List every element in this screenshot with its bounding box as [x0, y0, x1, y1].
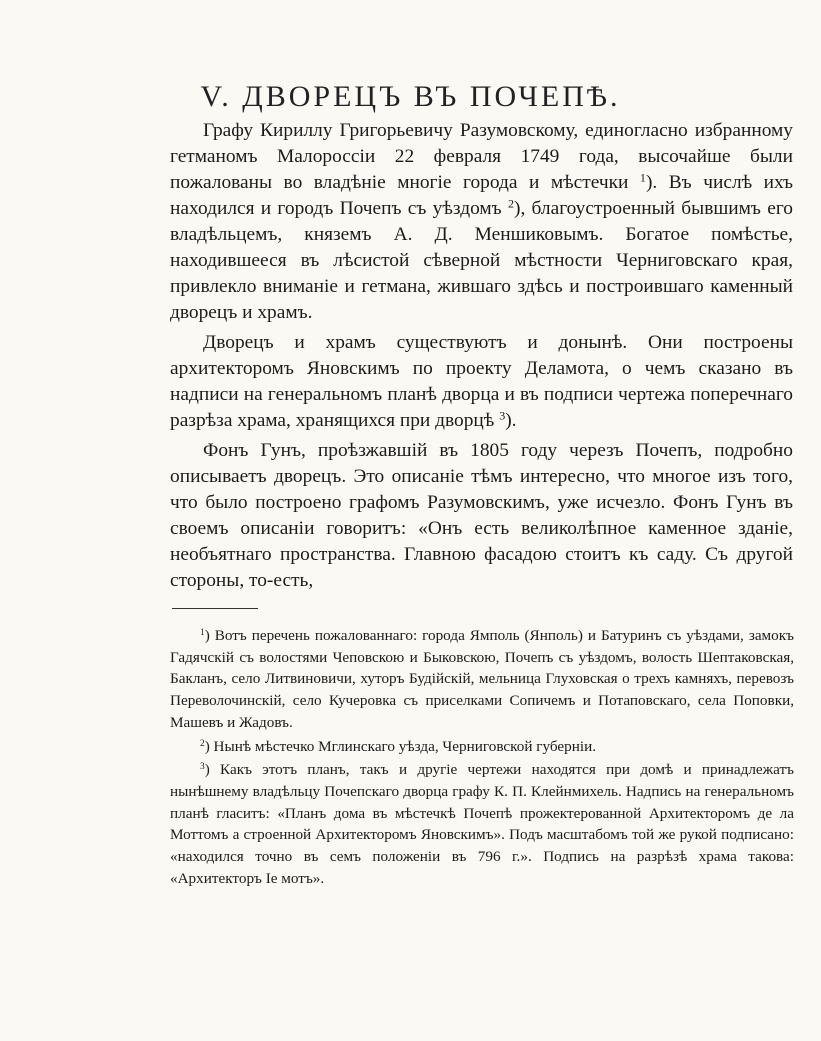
paragraph-2 [170, 330, 793, 434]
footnote-1 [170, 625, 794, 734]
paragraph-text: ), благоустроенный бывшимъ его владѣльцемъ, княземъ А. Д. Меншиковымъ. Богатое помѣстье, находившееся въ лѣсистой сѣверной мѣстности Черниговскаго края, привлекло вниманіе и гетмана, жившаго здѣсь и построившаго каменный дворецъ и храмъ. [170, 198, 793, 323]
main-text [170, 118, 793, 594]
footnote-text: ) Вотъ перечень пожалованнаго: города Ямполь (Янполь) и Батуринъ съ уѣздами, замокъ Гадячскій съ волостями Чеповскою и Быковскою, Почепъ съ уѣздомъ, волость Шептаковская, Бакланъ, село Литвиновичи, хуторъ Будійскій, мельница Глуховская о трехъ камняхъ, перевозъ Переволочинскій, село Кучеровка съ приселками Сопичемъ и Потаповскаго, села Поповки, Машевъ и Жадовъ. [170, 627, 794, 731]
footnote-ref-1: 1 [639, 170, 646, 185]
paragraph-3: Фонъ Гунъ, проѣзжавшій въ 1805 году черезъ Почепъ, подробно описываетъ дворецъ. Это описаніе тѣмъ интересно, что многое изъ того, что было построено графомъ Разумовскимъ, уже исчезло. Фонъ Гунъ въ своемъ описаніи говоритъ: «Онъ есть великолѣпное каменное зданіе, необъятнаго пространства. Главною фасадою стоитъ къ саду. Съ другой стороны, то-есть, [170, 440, 793, 591]
footnote-ref-3: 3 [499, 408, 506, 423]
footnote-marker: 2 [200, 738, 205, 749]
footnote-marker: 3 [200, 762, 205, 773]
paragraph-text: ). [505, 410, 517, 431]
footnote-text: ) Нынѣ мѣстечко Мглинскаго уѣзда, Черниговской губерніи. [204, 737, 597, 755]
footnote-marker: 1 [200, 627, 205, 638]
paragraph-text: Дворецъ и храмъ существуютъ и донынѣ. Они построены архитекторомъ Яновскимъ по проекту Деламота, о чемъ сказано въ надписи на генеральномъ планѣ дворца и въ подписи чертежа поперечнаго разрѣза храма, хранящихся при дворцѣ [170, 332, 793, 431]
footnote-2 [170, 736, 794, 758]
footnote-ref-2: 2 [507, 196, 514, 211]
paragraph-1 [170, 118, 793, 326]
paragraph-text: Графу Кириллу Григорьевичу Разумовскому, единогласно избранному гетманомъ Малороссіи 22 февраля 1749 года, высочайше были пожалованы во владѣніе многіе города и мѣстечки [170, 120, 793, 193]
footnotes [170, 625, 794, 889]
paragraph-text: ). Въ числѣ ихъ находился и городъ Почепъ съ уѣздомъ [170, 172, 794, 219]
footnote-3 [170, 759, 794, 889]
footnote-text: ) Какъ этотъ планъ, такъ и другіе чертежи находятся при домѣ и принадлежатъ нынѣшнему владѣльцу Почепскаго дворца графу К. П. Клейнмихель. Надпись на генеральномъ планѣ гласитъ: «Планъ дома въ мѣстечкѣ Почепѣ прожектерованной Архитекторомъ де ла Моттомъ а строенной Архитекторомъ Яновскимъ». Подъ масштабомъ той же рукой подписано: «находился точно въ семъ положеніи въ 796 г.». Подпись на разрѣзѣ храма такова: «Архитекторъ Іе мотъ». [170, 761, 794, 887]
footnote-divider [172, 608, 258, 609]
chapter-title: V. ДВОРЕЦЪ ВЪ ПОЧЕПѢ. [200, 80, 621, 114]
